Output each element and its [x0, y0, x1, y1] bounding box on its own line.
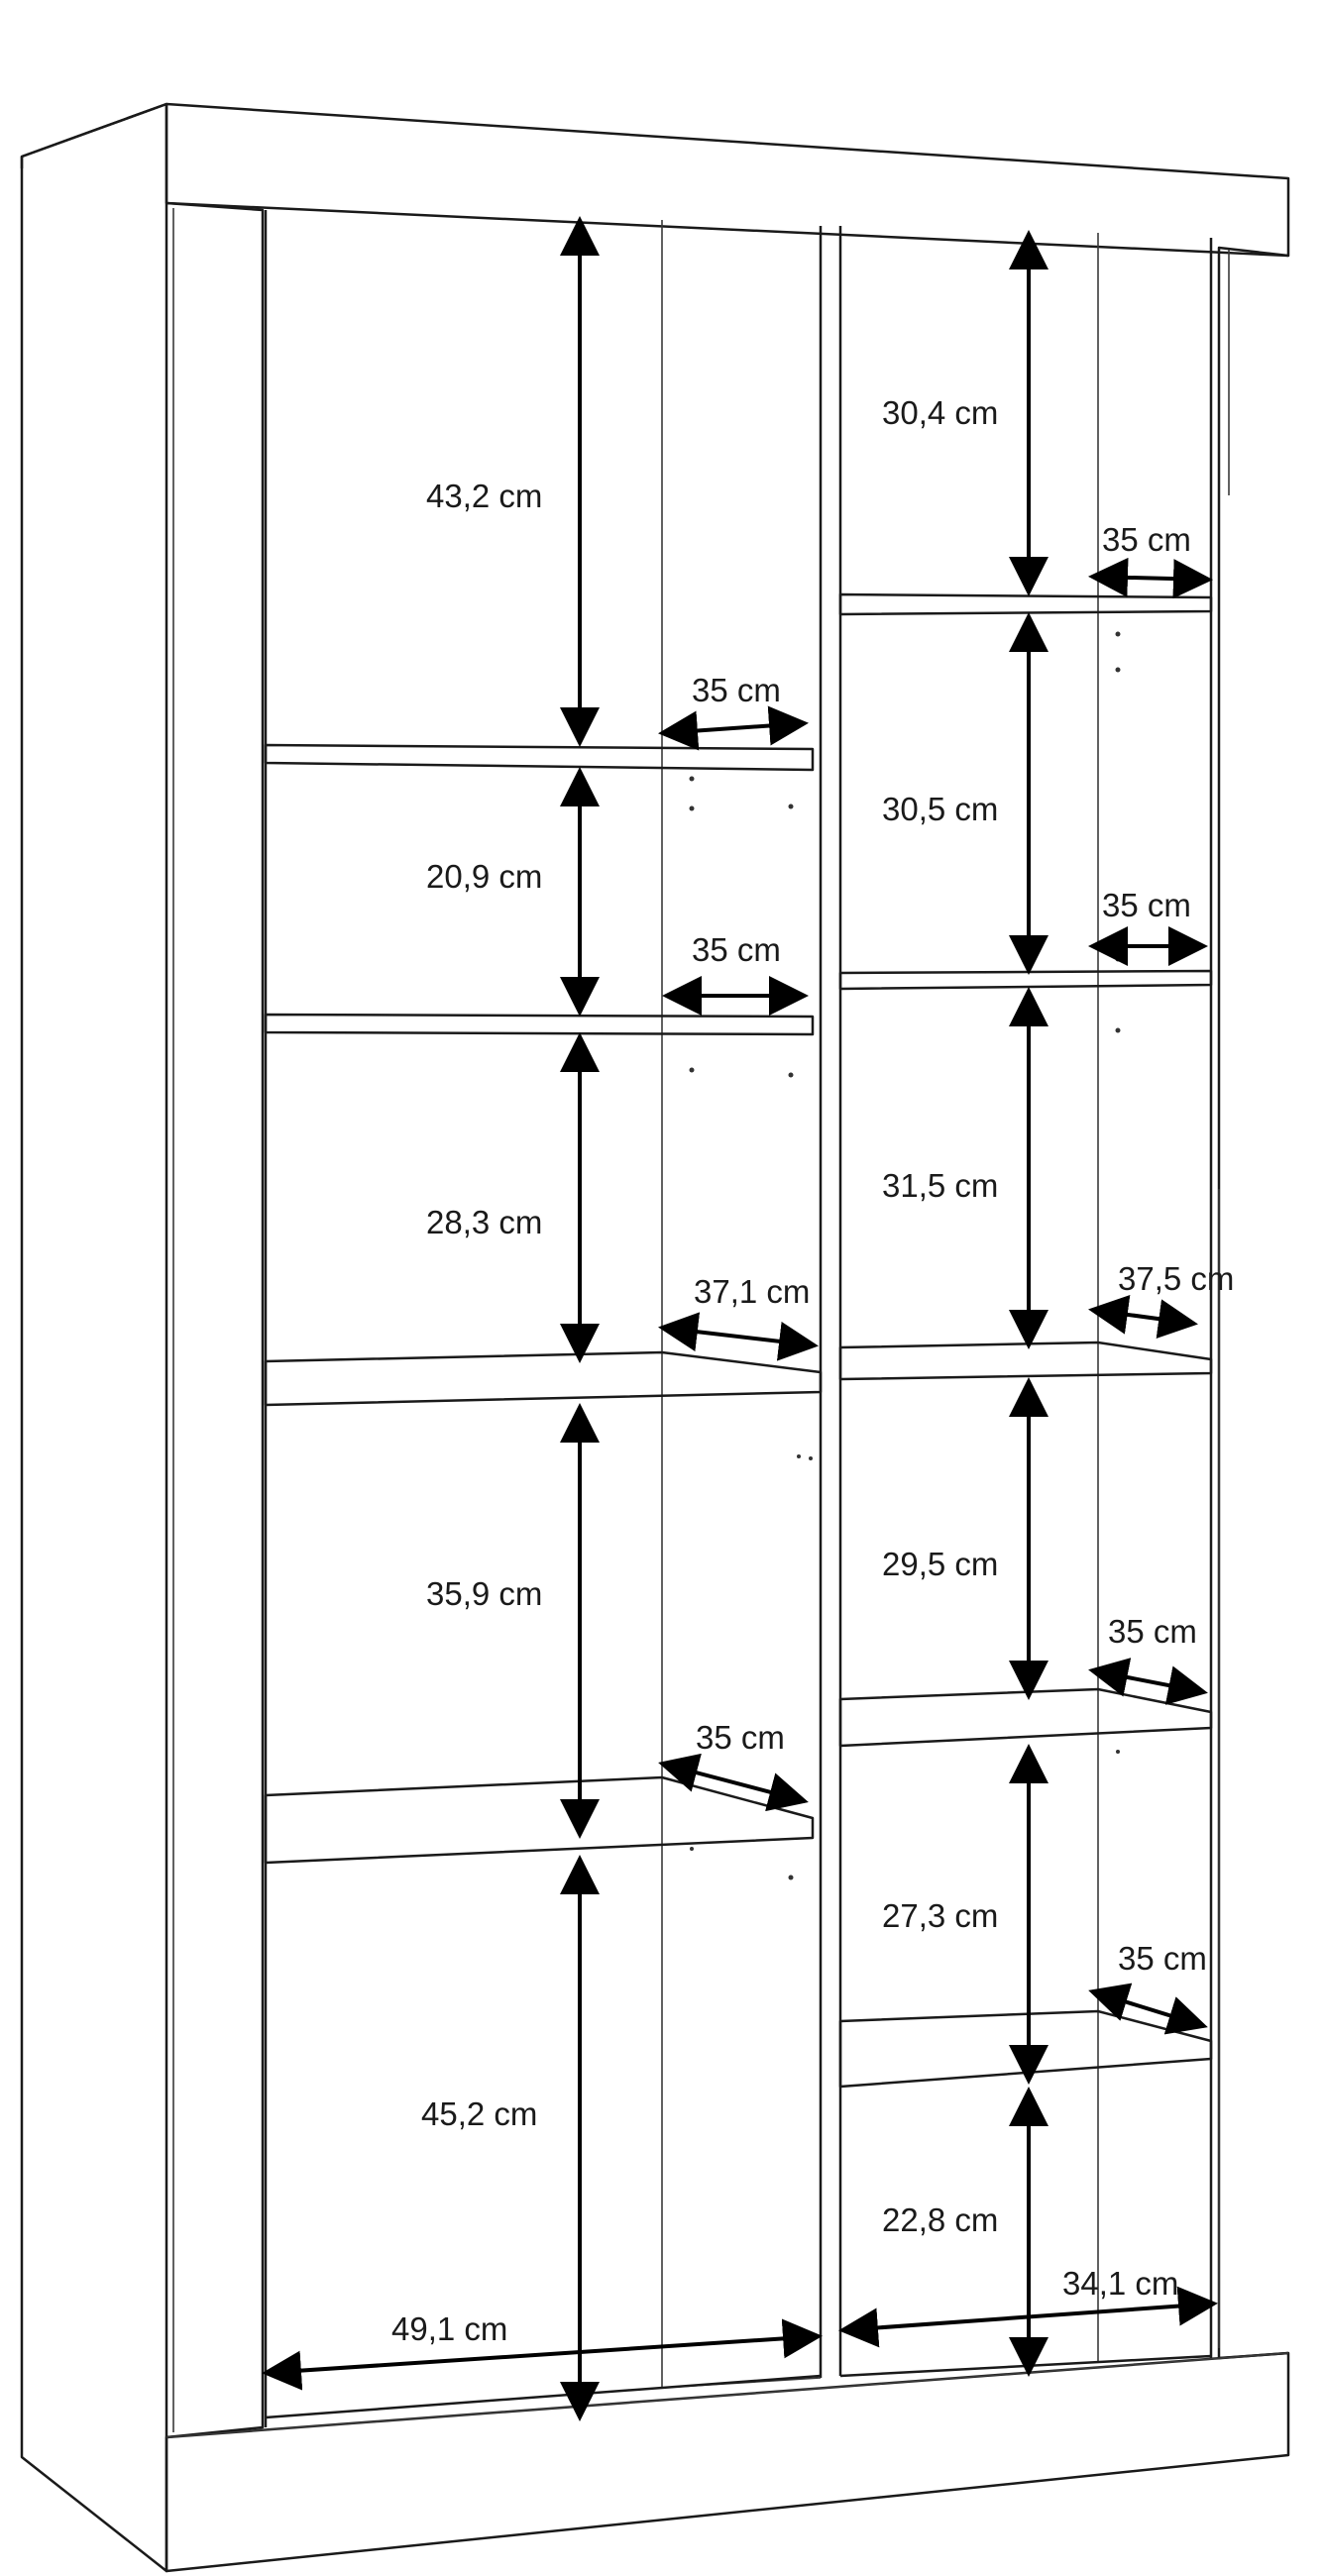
left-floor-front: [266, 2376, 821, 2417]
dimension-label-depth: 37,5 cm: [1118, 1260, 1235, 1297]
dimension-label-depth: 35 cm: [692, 931, 781, 968]
right-shelf-5: [840, 2011, 1211, 2087]
dimension-label-depth: 35 cm: [692, 672, 781, 708]
shelf-pin-dot: [690, 1847, 694, 1851]
dimension-label-height: 20,9 cm: [426, 858, 543, 895]
shelf-pin-dot: [797, 1454, 801, 1458]
left-side-panel: [22, 104, 166, 2571]
left-compartment: [266, 210, 840, 2427]
dimension-label-height: 45,2 cm: [421, 2095, 538, 2132]
dimension-label-depth: 35 cm: [696, 1719, 785, 1756]
right-shelf-4: [840, 1689, 1211, 1746]
dimension-label-width: 34,1 cm: [1062, 2265, 1179, 2302]
left-shelf-4: [266, 1777, 813, 1863]
left-front-stile: [166, 203, 263, 2437]
dimension-arrow-depth: [662, 723, 805, 733]
dimension-label-height: 43,2 cm: [426, 478, 543, 514]
top-crown: [166, 104, 1288, 256]
right-shelf-1: [840, 594, 1211, 614]
dimension-arrow-depth: [1092, 1991, 1204, 2026]
dimension-label-height: 30,5 cm: [882, 791, 999, 827]
dimension-arrow-depth: [1092, 1670, 1204, 1692]
dimension-arrow-depth: [1092, 577, 1209, 580]
dimension-label-height: 31,5 cm: [882, 1167, 999, 1204]
shelf-pin-dot: [1116, 957, 1121, 962]
dimension-label-depth: 35 cm: [1102, 521, 1191, 558]
shelf-pin-dot: [809, 1456, 813, 1460]
right-height-dimensions: [882, 234, 1029, 2373]
plinth-top-line: [166, 2353, 1288, 2437]
dimension-label-width: 49,1 cm: [391, 2310, 508, 2347]
shelf-pin-dot: [1116, 1028, 1121, 1033]
shelf-pin-dot: [690, 806, 695, 811]
top-surface-edge: [22, 104, 166, 168]
dimension-arrow-depth: [1092, 1310, 1194, 1324]
shelf-pin-dot: [1116, 668, 1121, 673]
dimension-label-height: 30,4 cm: [882, 394, 999, 431]
dimension-label-depth: 35 cm: [1108, 1613, 1197, 1650]
left-depth-dimensions: [662, 672, 815, 1801]
left-shelf-3: [266, 1352, 821, 1405]
left-width-dimension: [266, 2310, 819, 2373]
bottom-plinth: [166, 2353, 1288, 2571]
left-height-dimensions: [421, 220, 580, 2417]
dimension-label-height: 29,5 cm: [882, 1546, 999, 1582]
shelf-pin-dot: [789, 1073, 794, 1078]
shelf-pin-dot: [690, 1068, 695, 1073]
dimension-label-height: 35,9 cm: [426, 1575, 543, 1612]
dimension-label-depth: 35 cm: [1102, 887, 1191, 923]
dimension-label-depth: 35 cm: [1118, 1940, 1207, 1977]
right-depth-dimensions: [1092, 521, 1234, 2026]
right-shelf-2: [840, 971, 1211, 989]
dimension-arrow-width: [266, 2336, 819, 2373]
dimension-label-depth: 37,1 cm: [694, 1273, 811, 1310]
shelf-pin-dot: [789, 1876, 794, 1880]
right-front-stile: [1219, 248, 1288, 2358]
dimension-label-height: 27,3 cm: [882, 1897, 999, 1934]
dimension-arrow-depth: [662, 1328, 815, 1345]
shelf-pin-dot: [789, 805, 794, 809]
dimension-label-height: 28,3 cm: [426, 1204, 543, 1240]
dimension-label-height: 22,8 cm: [882, 2201, 999, 2238]
left-shelf-1: [266, 745, 813, 770]
left-shelf-2: [266, 1015, 813, 1034]
shelf-pin-dot: [1116, 1750, 1120, 1754]
shelf-pin-dot: [1116, 632, 1121, 637]
right-shelf-3: [840, 1342, 1211, 1379]
shelf-pin-dot: [690, 777, 695, 782]
